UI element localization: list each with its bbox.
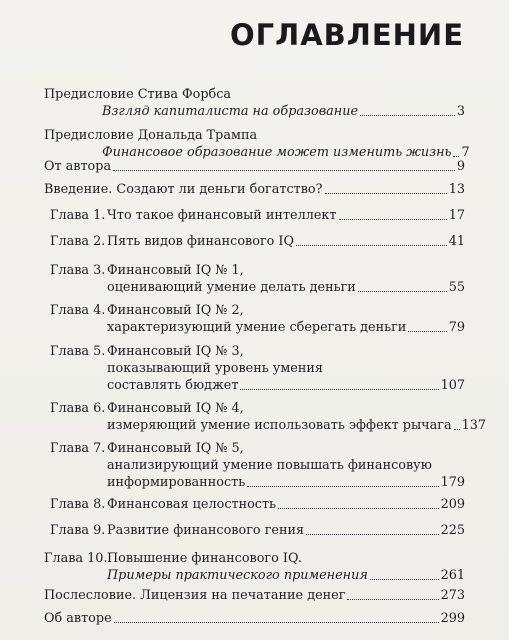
toc-entry-chapter-9[interactable] bbox=[44, 522, 465, 539]
toc-entry-chapter-8[interactable] bbox=[44, 496, 465, 513]
dot-leader bbox=[240, 389, 438, 390]
dot-leader bbox=[347, 599, 438, 600]
dot-leader bbox=[247, 486, 438, 487]
entry-subtitle: Взгляд капиталиста на образование bbox=[102, 104, 359, 119]
chapter-title-line: информированность bbox=[107, 475, 246, 490]
toc-entry-chapter-7[interactable] bbox=[44, 440, 465, 491]
entry-title: Об авторе bbox=[44, 611, 112, 626]
dot-leader bbox=[360, 115, 455, 116]
page-number: 209 bbox=[440, 497, 465, 512]
page-number: 3 bbox=[456, 104, 465, 119]
entry-title: Предисловие Дональда Трампа bbox=[44, 128, 258, 143]
page-number: 9 bbox=[456, 159, 465, 174]
dot-leader bbox=[408, 331, 446, 332]
entry-title: Послесловие. Лицензия на печатание денег bbox=[44, 588, 346, 603]
dot-leader bbox=[278, 508, 439, 509]
dot-leader bbox=[454, 429, 460, 430]
page-number: 55 bbox=[448, 280, 465, 295]
page-number: 225 bbox=[440, 523, 465, 538]
entry-title: Предисловие Стива Форбса bbox=[44, 87, 232, 102]
dot-leader bbox=[114, 622, 439, 623]
chapter-label: Глава 5. bbox=[50, 344, 106, 359]
page-number: 79 bbox=[448, 320, 465, 335]
chapter-title-line: Финансовый IQ № 3, bbox=[107, 344, 244, 359]
page-number: 299 bbox=[440, 611, 465, 626]
chapter-title-line: Финансовый IQ № 2, bbox=[107, 303, 244, 318]
chapter-title-line: характеризующий умение сберегать деньги bbox=[107, 320, 407, 335]
chapter-label: Глава 1. bbox=[50, 208, 106, 223]
toc-entry-chapter-1[interactable] bbox=[44, 207, 465, 224]
page-number: 13 bbox=[448, 182, 465, 197]
chapter-title: Развитие финансового гения bbox=[107, 523, 305, 538]
dot-leader bbox=[306, 534, 438, 535]
page-number: 41 bbox=[448, 234, 465, 249]
dot-leader bbox=[358, 291, 447, 292]
page-title: ОГЛАВЛЕНИЕ bbox=[229, 18, 464, 52]
page-number: 179 bbox=[440, 475, 465, 490]
entry-title: Введение. Создают ли деньги богатство? bbox=[44, 182, 323, 197]
toc-entry-chapter-6[interactable] bbox=[44, 400, 487, 434]
chapter-label: Глава 2. bbox=[50, 234, 106, 249]
dot-leader bbox=[113, 170, 455, 171]
toc-entry-from-author[interactable] bbox=[44, 158, 465, 175]
toc-entry-chapter-5[interactable] bbox=[44, 343, 465, 394]
page-number: 273 bbox=[440, 588, 465, 603]
toc-entry-chapter-3[interactable] bbox=[44, 262, 465, 296]
dot-leader bbox=[453, 156, 459, 157]
page-number: 137 bbox=[461, 418, 487, 433]
chapter-label: Глава 3. bbox=[50, 263, 106, 278]
chapter-title-line: Финансовый IQ № 5, bbox=[107, 441, 244, 456]
chapter-label: Глава 10. bbox=[44, 551, 108, 566]
entry-title: От автора bbox=[44, 159, 112, 174]
chapter-title: Финансовая целостность bbox=[107, 497, 277, 512]
chapter-title-line: Финансовый IQ № 4, bbox=[107, 401, 244, 416]
chapter-label: Глава 9. bbox=[50, 523, 106, 538]
toc-entry-introduction[interactable] bbox=[44, 181, 465, 198]
chapter-title: Пять видов финансового IQ bbox=[107, 234, 294, 249]
toc-entry-trump-foreword[interactable] bbox=[44, 127, 470, 161]
page-number: 107 bbox=[440, 378, 465, 393]
chapter-title-line: составлять бюджет bbox=[107, 378, 239, 393]
chapter-title-line: измеряющий умение использовать эффект рычага bbox=[107, 418, 452, 433]
dot-leader bbox=[296, 245, 447, 246]
chapter-title-line: Повышение финансового IQ. bbox=[107, 551, 302, 566]
toc-entry-chapter-4[interactable] bbox=[44, 302, 465, 336]
page-number: 17 bbox=[448, 208, 465, 223]
toc-entry-chapter-2[interactable] bbox=[44, 233, 465, 250]
toc-entry-about-author[interactable] bbox=[44, 610, 465, 627]
chapter-title-line: Финансовый IQ № 1, bbox=[107, 263, 244, 278]
toc-entry-forbes-foreword[interactable] bbox=[44, 86, 465, 120]
chapter-label: Глава 8. bbox=[50, 497, 106, 512]
dot-leader bbox=[339, 219, 447, 220]
chapter-title-line: анализирующий умение повышать финансовую bbox=[107, 458, 432, 473]
chapter-title: Что такое финансовый интеллект bbox=[107, 208, 337, 223]
chapter-label: Глава 6. bbox=[50, 401, 106, 416]
dot-leader bbox=[370, 579, 439, 580]
chapter-title-line: оценивающий умение делать деньги bbox=[107, 280, 356, 295]
chapter-title-line: Примеры практического применения bbox=[107, 568, 368, 583]
chapter-label: Глава 4. bbox=[50, 303, 106, 318]
toc-entry-chapter-10[interactable] bbox=[44, 550, 465, 584]
page-number: 7 bbox=[461, 145, 470, 160]
dot-leader bbox=[325, 193, 447, 194]
page-number: 261 bbox=[440, 568, 465, 583]
entry-subtitle: Финансовое образование может изменить жизнь bbox=[102, 145, 452, 160]
toc-entry-afterword[interactable] bbox=[44, 587, 465, 604]
chapter-label: Глава 7. bbox=[50, 441, 106, 456]
chapter-title-line: показывающий уровень умения bbox=[107, 361, 323, 376]
